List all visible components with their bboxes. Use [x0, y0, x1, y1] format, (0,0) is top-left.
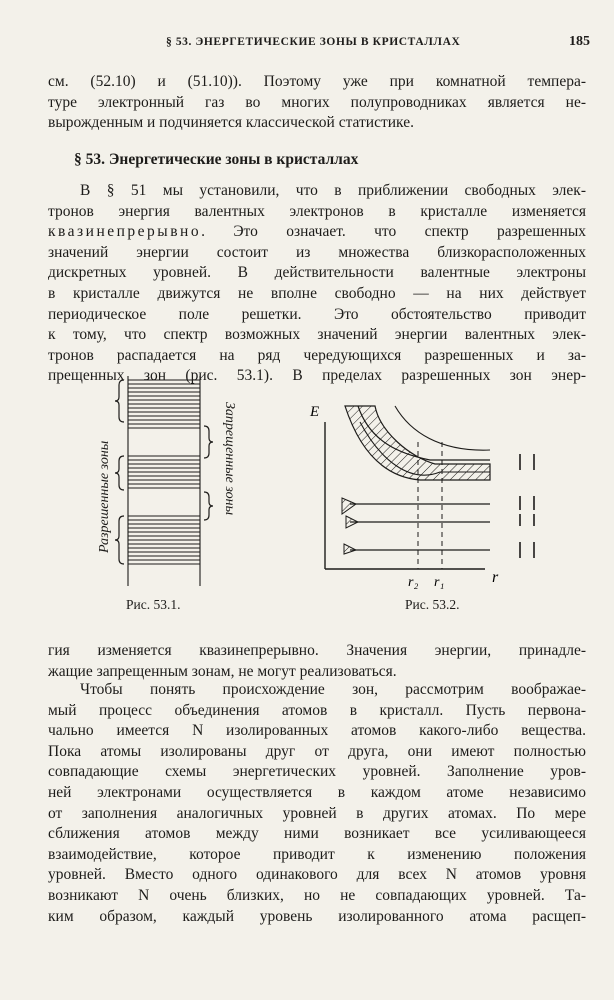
text-line: В § 51 мы установили, что в приближении свободных элек-	[80, 182, 586, 199]
text-line: от заполнения аналогичных уровней в других атомах. По мере	[48, 804, 586, 822]
brace-allowed	[115, 516, 124, 564]
text-line: уровней. Вместо одного одинакового для всех N атомов уровня	[48, 866, 586, 884]
text-line: значений энергии состоит из множества близкорасположенных	[48, 243, 586, 261]
text-line: Пока атомы изолированы друг от друга, они имеют полностью	[48, 742, 586, 760]
text-line: периодическое поле решетки. Это обстоятельство приводит	[48, 305, 586, 323]
text-line: жащие запрещенным зонам, не могут реализоваться.	[48, 662, 397, 680]
text-line: к тому, что спектр возможных значений энергии валентных элек-	[48, 326, 586, 344]
axis-label-energy: E	[310, 404, 320, 420]
figure-caption: Рис. 53.2.	[405, 597, 460, 612]
text-line: ким образом, каждый уровень изолированного атома расщеп-	[48, 907, 586, 925]
figure-caption: Рис. 53.1.	[126, 597, 181, 612]
emphasized-word: квазинепрерывно	[48, 223, 202, 241]
brace-allowed	[115, 456, 124, 490]
paragraph-continued	[48, 72, 586, 134]
level-split	[342, 498, 356, 514]
forbidden-braces	[204, 426, 213, 520]
page-number: 185	[569, 34, 590, 49]
section-heading: § 53. Энергетические зоны в кристаллах	[74, 151, 359, 168]
level-split	[344, 544, 356, 554]
energy-bands	[128, 376, 200, 586]
label-allowed-zones: Разрешенные зоны	[97, 440, 112, 553]
axis-label-r: r	[492, 569, 499, 586]
text-span: . Это означает. что спектр разрешенных	[201, 223, 586, 241]
text-line: сближения атомов между ними возникает все усиливающееся	[48, 825, 586, 843]
allowed-braces	[115, 380, 124, 564]
text-line: совпадающие схемы энергетических уровней. Заполнение уров-	[48, 763, 586, 781]
text-line: мый процесс объединения атомов в кристалл. Пусть первона-	[48, 701, 586, 719]
text-line: тронов распадается на ряд чередующихся разрешенных и за-	[48, 346, 586, 364]
text-line: Чтобы понять происхождение зон, рассмотрим воображае-	[80, 681, 586, 698]
label-r1: r₁	[434, 575, 445, 590]
text-line: прещенных зон (рис. 53.1). В пределах разрешенных зон энер-	[48, 367, 586, 385]
text-line: чально имеется N изолированных атомов какого-либо вещества.	[48, 722, 586, 740]
brace-forbidden	[204, 492, 213, 520]
running-head: § 53. ЭНЕРГЕТИЧЕСКИЕ ЗОНЫ В КРИСТАЛЛАХ	[166, 36, 461, 48]
brace-allowed	[115, 380, 124, 422]
text-line: гия изменяется квазинепрерывно. Значения энергии, принадле-	[48, 642, 586, 659]
figure-53-2	[300, 392, 550, 592]
text-line: ней электронами осуществляется в каждом атоме независимо	[48, 783, 586, 801]
paragraph-3	[48, 680, 586, 927]
text-line: см. (52.10) и (51.10)). Поэтому уже при комнатной темпера-	[48, 73, 586, 90]
brace-forbidden	[204, 426, 213, 458]
text-line	[48, 222, 586, 243]
paragraph-1	[48, 181, 586, 387]
paragraph-2	[48, 641, 586, 682]
page-header	[48, 36, 590, 56]
label-r2: r₂	[408, 575, 419, 590]
label-forbidden-zones: Запрещенные зоны	[222, 402, 237, 516]
text-line: взаимодействие, которое приводит к изменению положения	[48, 845, 586, 863]
text-line: дискретных уровней. В действительности валентные электроны	[48, 264, 586, 282]
isolated-atom-levels	[520, 454, 534, 558]
text-line: вырожденным и подчиняется классической статистике.	[48, 114, 414, 132]
text-line: в кристалле движутся не вполне свободно — на них действует	[48, 284, 586, 302]
text-line: возникают N очень близких, но не совпадающих уровней. Та-	[48, 886, 586, 904]
figure-53-1	[88, 368, 268, 608]
text-line: туре электронный газ во многих полупроводниках является не-	[48, 93, 586, 111]
text-line: тронов энергия валентных электронов в кристалле изменяется	[48, 202, 586, 220]
